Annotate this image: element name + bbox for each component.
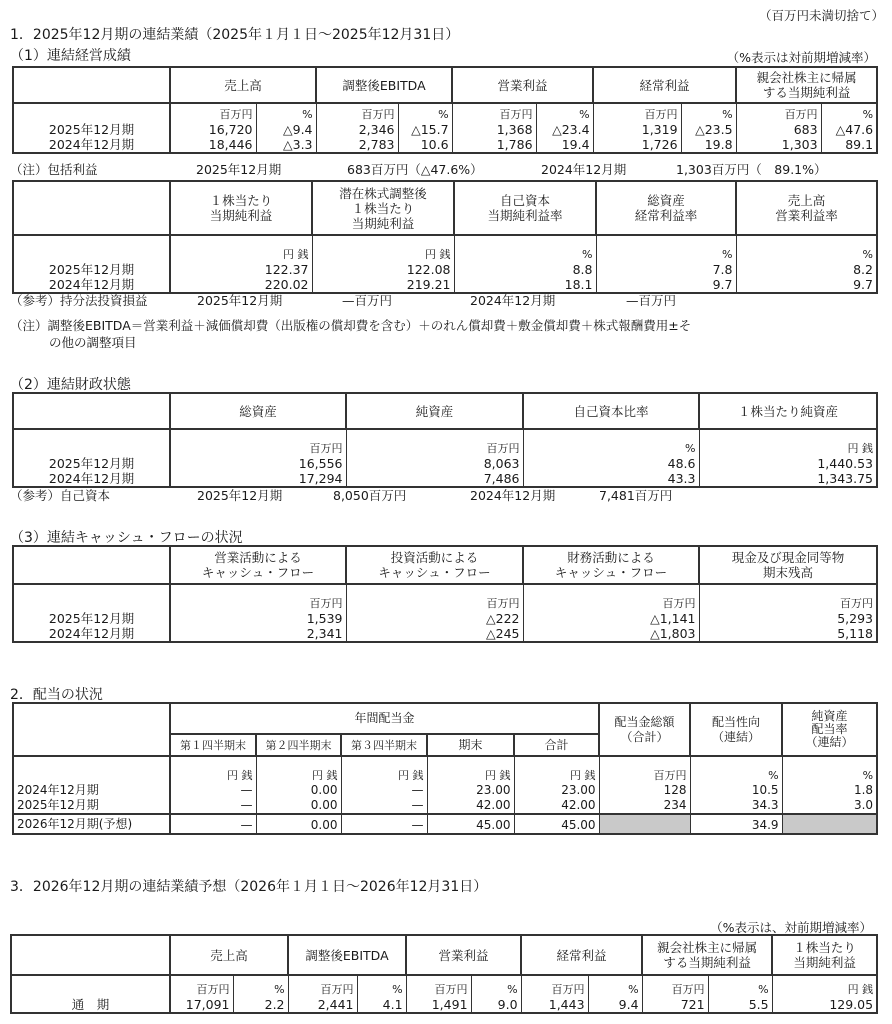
q3-cell: 円 銭 — — — [341, 756, 427, 814]
dividends-table — [12, 702, 878, 835]
equity-method-cur-period: 2025年12月期 — [197, 293, 283, 308]
header-adjusted-ebitda: 調整後EBITDA — [316, 67, 452, 103]
q2-cell: 円 銭 0.00 0.00 — [256, 756, 341, 814]
header-cash-end: 現金及び現金同等物 期末残高 — [699, 546, 877, 584]
financial-position-table — [12, 392, 878, 488]
fc-net-sales-amount: 百万円 17,091 — [170, 975, 233, 1013]
operating-income-pct-cell: % △23.4 19.4 — [536, 103, 593, 153]
header-investing-cf: 投資活動による キャッシュ・フロー — [346, 546, 523, 584]
operating-results-table — [12, 66, 878, 154]
equity-prev-value: 7,481百万円 — [599, 488, 673, 503]
section3-title: 3．2026年12月期の連結業績予想（2026年１月１日～2026年12月31日） — [10, 879, 488, 895]
comprehensive-income-cur-value: 683百万円（△47.6%） — [347, 162, 483, 177]
cash-end-cell: 百万円 5,293 5,118 — [699, 584, 877, 642]
header-blank — [11, 935, 170, 975]
section1-title: 1．2025年12月期の連結業績（2025年１月１日～2025年12月31日） — [10, 27, 460, 43]
equity-cur-period: 2025年12月期 — [197, 488, 283, 503]
header-year-end: 期末 — [427, 734, 514, 756]
equity-label: （参考）自己資本 — [10, 488, 111, 503]
header-q1: 第１四半期末 — [170, 734, 256, 756]
operating-margin-cell: % 8.2 9.7 — [736, 235, 877, 293]
doe-cell: % 1.8 3.0 — [782, 756, 877, 814]
comprehensive-income-label: （注）包括利益 — [10, 162, 98, 177]
comprehensive-income-prev-value: 1,303百万円（ 89.1%） — [676, 162, 827, 177]
section2-title: 2．配当の状況 — [10, 687, 103, 703]
row-labels: 2025年12月期 2024年12月期 — [13, 235, 170, 293]
header-diluted-eps: 潜在株式調整後 １株当たり 当期純利益 — [312, 181, 454, 235]
forecast-total-dividend — [599, 814, 690, 834]
cash-flow-table — [12, 545, 878, 643]
total-dividend-cell: 百万円 128 234 — [599, 756, 690, 814]
header-eps: １株当たり 当期純利益 — [772, 935, 877, 975]
row-labels: 2025年12月期 2024年12月期 — [13, 103, 170, 153]
total-cell: 円 銭 23.00 42.00 — [514, 756, 599, 814]
header-roe: 自己資本 当期純利益率 — [454, 181, 596, 235]
section3-note: （%表示は、対前期増減率） — [710, 920, 872, 935]
header-ordinary-income: 経常利益 — [593, 67, 736, 103]
total-assets-cell: 百万円 16,556 17,294 — [170, 429, 346, 487]
fc-net-income-amount: 百万円 721 — [642, 975, 708, 1013]
ebitda-definition-note: （注）調整後EBITDA＝営業利益＋減価償却費（出版権の償却費を含む）＋のれん償却費＋敷金償却費＋株式報酬費用±そ — [10, 318, 692, 333]
header-operating-income: 営業利益 — [452, 67, 593, 103]
fc-operating-income-pct: % 9.0 — [471, 975, 521, 1013]
header-q2: 第２四半期末 — [256, 734, 341, 756]
sub2-title: （2）連結財政状態 — [10, 377, 131, 393]
header-total-assets: 総資産 — [170, 393, 346, 429]
fc-operating-income-amount: 百万円 1,491 — [406, 975, 471, 1013]
equity-method-prev-value: —百万円 — [626, 293, 677, 308]
header-operating-margin: 売上高 営業利益率 — [736, 181, 877, 235]
q1-cell: 円 銭 — — — [170, 756, 256, 814]
forecast-year-end: 45.00 — [427, 814, 514, 834]
ebitda-definition-note-cont: の他の調整項目 — [49, 335, 137, 350]
forecast-total: 45.00 — [514, 814, 599, 834]
equity-method-cur-value: —百万円 — [342, 293, 393, 308]
header-financing-cf: 財務活動による キャッシュ・フロー — [523, 546, 699, 584]
fc-eps: 円 銭 129.05 — [772, 975, 877, 1013]
header-blank — [13, 67, 170, 103]
header-blank — [13, 393, 170, 429]
ebitda-pct-cell: % △15.7 10.6 — [398, 103, 452, 153]
sub1-title: （1）連結経営成績 — [10, 48, 131, 64]
header-roa: 総資産 経常利益率 — [596, 181, 736, 235]
header-net-income-parent: 親会社株主に帰属 する当期純利益 — [642, 935, 772, 975]
row-labels: 2025年12月期 2024年12月期 — [13, 584, 170, 642]
fc-net-income-pct: % 5.5 — [708, 975, 772, 1013]
header-total-dividend: 配当金総額 （合計） — [599, 703, 690, 756]
row-label-full-year: 通 期 — [11, 975, 170, 1013]
fc-ebitda-pct: % 4.1 — [357, 975, 406, 1013]
fc-ebitda-amount: 百万円 2,441 — [288, 975, 357, 1013]
operating-cf-cell: 百万円 1,539 2,341 — [170, 584, 346, 642]
comprehensive-income-prev-period: 2024年12月期 — [541, 162, 627, 177]
ebitda-amount-cell: 百万円 2,346 2,783 — [316, 103, 398, 153]
header-equity-ratio: 自己資本比率 — [523, 393, 699, 429]
net-assets-cell: 百万円 8,063 7,486 — [346, 429, 523, 487]
fc-net-sales-pct: % 2.2 — [233, 975, 288, 1013]
eps-cell: 円 銭 122.37 220.02 — [170, 235, 312, 293]
financing-cf-cell: 百万円 △1,141 △1,803 — [523, 584, 699, 642]
forecast-q2: 0.00 — [256, 814, 341, 834]
header-net-sales: 売上高 — [170, 67, 316, 103]
equity-method-label: （参考）持分法投資損益 — [10, 293, 148, 308]
forecast-doe — [782, 814, 877, 834]
row-labels: 2025年12月期 2024年12月期 — [13, 429, 170, 487]
bps-cell: 円 銭 1,440.53 1,343.75 — [699, 429, 877, 487]
diluted-eps-cell: 円 銭 122.08 219.21 — [312, 235, 454, 293]
forecast-label: 2026年12月期(予想) — [13, 814, 170, 834]
forecast-table — [10, 934, 878, 1014]
forecast-q1: — — [170, 814, 256, 834]
operating-income-amount-cell: 百万円 1,368 1,786 — [452, 103, 536, 153]
header-blank — [13, 181, 170, 235]
equity-prev-period: 2024年12月期 — [470, 488, 556, 503]
header-ordinary-income: 経常利益 — [521, 935, 642, 975]
header-operating-income: 営業利益 — [406, 935, 521, 975]
investing-cf-cell: 百万円 △222 △245 — [346, 584, 523, 642]
header-net-sales: 売上高 — [170, 935, 288, 975]
net-income-pct-cell: % △47.6 89.1 — [821, 103, 877, 153]
net-income-amount-cell: 百万円 683 1,303 — [736, 103, 821, 153]
year-end-cell: 円 銭 23.00 42.00 — [427, 756, 514, 814]
header-q3: 第３四半期末 — [341, 734, 427, 756]
ordinary-income-pct-cell: % △23.5 19.8 — [681, 103, 736, 153]
comprehensive-income-cur-period: 2025年12月期 — [196, 162, 282, 177]
fc-ordinary-income-pct: % 9.4 — [588, 975, 642, 1013]
header-total: 合計 — [514, 734, 599, 756]
rounding-note: （百万円未満切捨て） — [758, 8, 884, 23]
roa-cell: % 7.8 9.7 — [596, 235, 736, 293]
row-labels: 2024年12月期 2025年12月期 — [13, 756, 170, 814]
header-payout-ratio: 配当性向 （連結） — [690, 703, 782, 756]
header-operating-cf: 営業活動による キャッシュ・フロー — [170, 546, 346, 584]
header-blank — [13, 546, 170, 584]
header-blank — [13, 703, 170, 756]
net-sales-pct-cell: % △9.4 △3.3 — [256, 103, 316, 153]
ordinary-income-amount-cell: 百万円 1,319 1,726 — [593, 103, 681, 153]
sub1-note: （%表示は対前期増減率） — [726, 50, 876, 65]
roe-cell: % 8.8 18.1 — [454, 235, 596, 293]
payout-ratio-cell: % 10.5 34.3 — [690, 756, 782, 814]
forecast-q3: — — [341, 814, 427, 834]
equity-cur-value: 8,050百万円 — [333, 488, 407, 503]
header-eps: １株当たり 当期純利益 — [170, 181, 312, 235]
header-annual-dividend: 年間配当金 — [170, 703, 599, 734]
header-net-income-parent: 親会社株主に帰属 する当期純利益 — [736, 67, 877, 103]
header-bps: １株当たり純資産 — [699, 393, 877, 429]
equity-method-prev-period: 2024年12月期 — [470, 293, 556, 308]
net-sales-amount-cell: 百万円 16,720 18,446 — [170, 103, 256, 153]
forecast-row — [13, 814, 877, 834]
forecast-payout-ratio: 34.9 — [690, 814, 782, 834]
header-net-assets: 純資産 — [346, 393, 523, 429]
equity-ratio-cell: % 48.6 43.3 — [523, 429, 699, 487]
sub3-title: （3）連結キャッシュ・フローの状況 — [10, 530, 243, 546]
per-share-table — [12, 180, 878, 294]
fc-ordinary-income-amount: 百万円 1,443 — [521, 975, 588, 1013]
header-adjusted-ebitda: 調整後EBITDA — [288, 935, 406, 975]
header-doe: 純資産 配当率 （連結） — [782, 703, 877, 756]
